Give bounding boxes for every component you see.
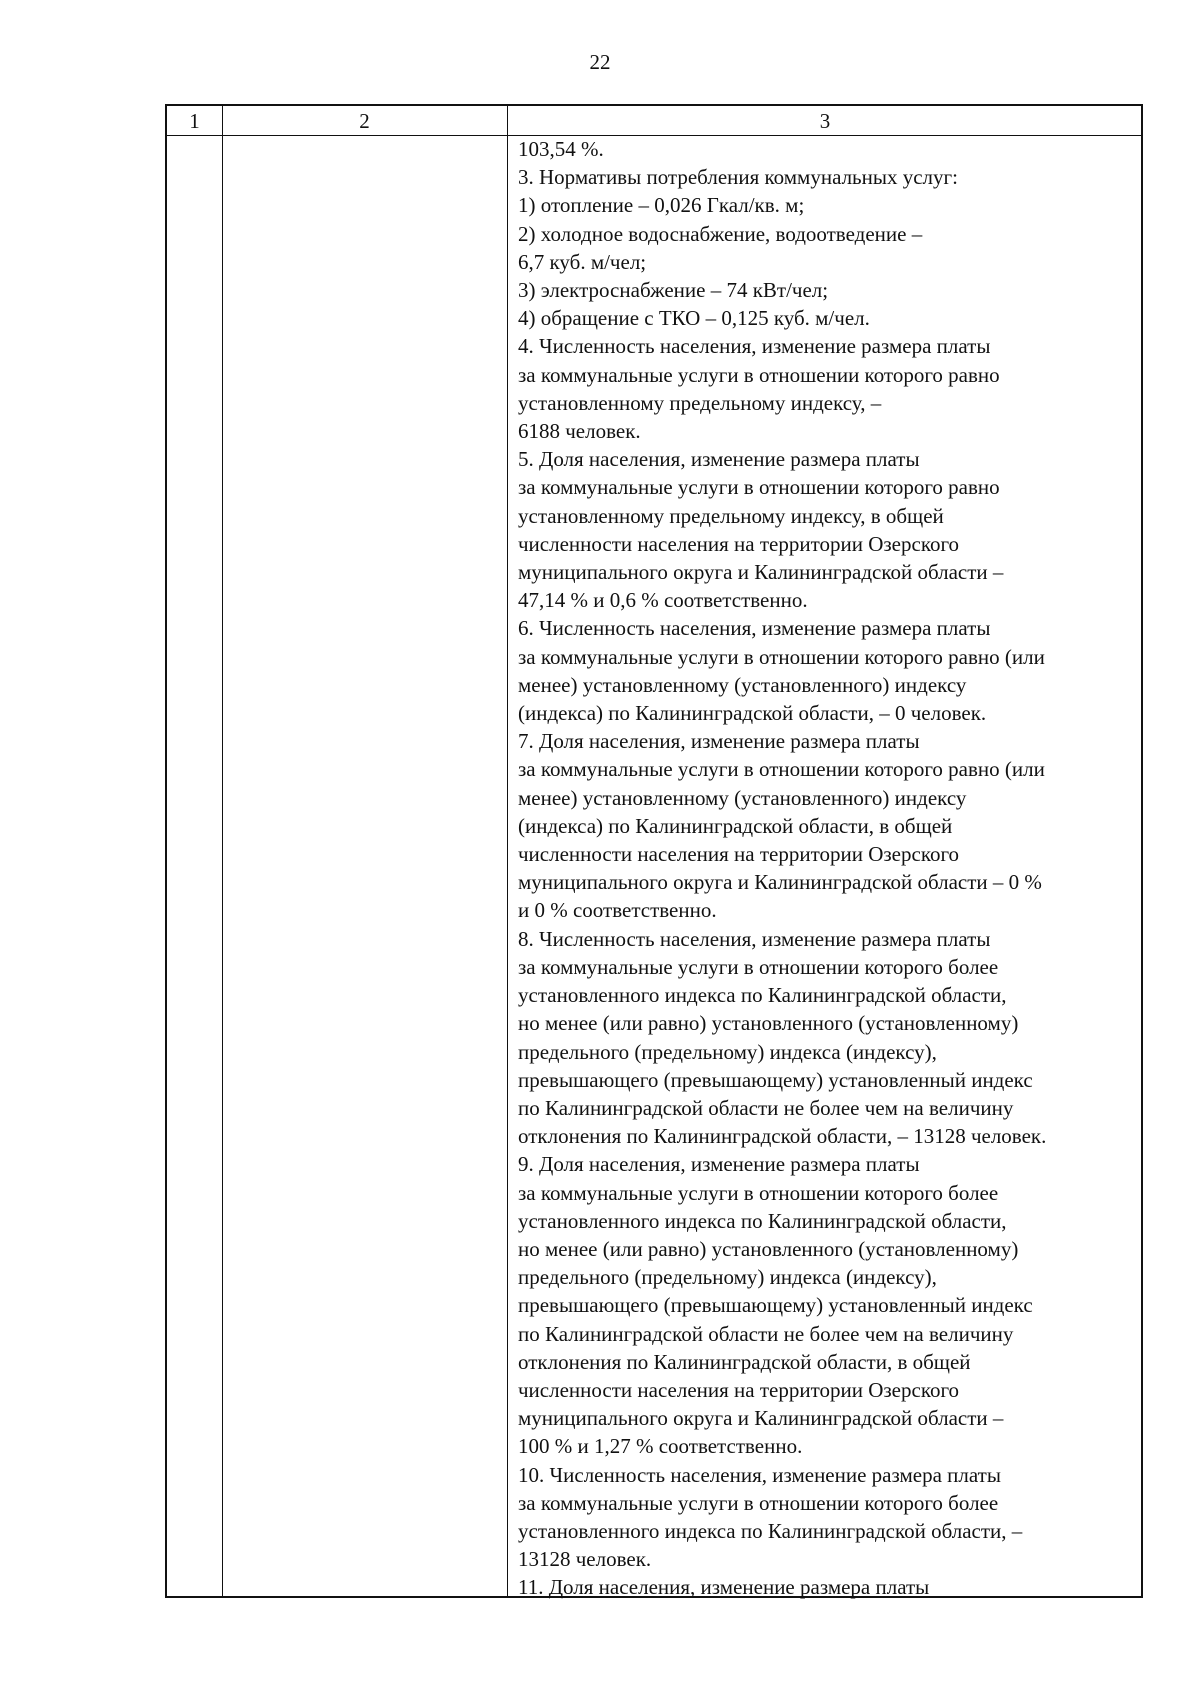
text-line: (индекса) по Калининградской области, – 0 человек.: [518, 701, 987, 726]
text-line: (индекса) по Калининградской области, в общей: [518, 813, 953, 838]
text-line: по Калининградской области не более чем на величину: [518, 1095, 1014, 1120]
text-line: установленному предельному индексу, –: [518, 390, 882, 415]
text-line: 4. Численность населения, изменение размера платы: [518, 334, 991, 359]
column-header-2: 2: [359, 109, 370, 133]
text-line: за коммунальные услуги в отношении которого равно (или: [518, 644, 1045, 669]
text-line: численности населения на территории Озерского: [518, 842, 960, 867]
text-line: 100 % и 1,27 % соответственно.: [518, 1434, 803, 1459]
text-line: за коммунальные услуги в отношении которого более: [518, 954, 999, 979]
text-line: 2) холодное водоснабжение, водоотведение –: [518, 221, 923, 246]
column-header-1: 1: [189, 109, 200, 133]
text-line: за коммунальные услуги в отношении которого равно (или: [518, 757, 1045, 782]
column-3-text: [508, 135, 1143, 1602]
text-line: и 0 % соответственно.: [518, 898, 717, 923]
text-line: муниципального округа и Калининградской области –: [518, 560, 1004, 585]
text-line: за коммунальные услуги в отношении которого равно: [518, 362, 1000, 387]
text-line: за коммунальные услуги в отношении которого равно: [518, 475, 1000, 500]
text-line: 11. Доля населения, изменение размера платы: [518, 1575, 930, 1600]
text-line: но менее (или равно) установленного (установленному): [518, 1011, 1019, 1036]
text-line: по Калининградской области не более чем на величину: [518, 1321, 1014, 1346]
column-divider: [222, 106, 223, 1596]
text-line: предельного (предельному) индекса (индексу),: [518, 1039, 937, 1064]
text-line: 6188 человек.: [518, 419, 641, 444]
text-line: за коммунальные услуги в отношении которого более: [518, 1490, 999, 1515]
text-line: численности населения на территории Озерского: [518, 1377, 960, 1402]
text-line: муниципального округа и Калининградской области – 0 %: [518, 870, 1042, 895]
text-line: 5. Доля населения, изменение размера платы: [518, 447, 920, 472]
text-line: 4) обращение с ТКО – 0,125 куб. м/чел.: [518, 306, 870, 331]
text-line: муниципального округа и Калининградской области –: [518, 1406, 1004, 1431]
text-line: установленного индекса по Калининградской области,: [518, 983, 1007, 1008]
text-line: предельного (предельному) индекса (индексу),: [518, 1265, 937, 1290]
text-line: 47,14 % и 0,6 % соответственно.: [518, 588, 808, 613]
text-line: менее) установленному (установленного) индексу: [518, 785, 967, 810]
text-line: 1) отопление – 0,026 Гкал/кв. м;: [518, 193, 805, 218]
text-line: 9. Доля населения, изменение размера платы: [518, 1152, 920, 1177]
text-line: 6. Численность населения, изменение размера платы: [518, 616, 991, 641]
text-line: установленного индекса по Калининградской области, –: [518, 1518, 1023, 1543]
text-line: 103,54 %.: [518, 137, 604, 161]
document-table: [165, 104, 1143, 1598]
text-line: превышающего (превышающему) установленный индекс: [518, 1067, 1033, 1092]
text-line: отклонения по Калининградской области, в общей: [518, 1349, 971, 1374]
text-line: численности населения на территории Озерского: [518, 531, 960, 556]
column-header-3: 3: [819, 109, 831, 133]
text-line: менее) установленному (установленного) индексу: [518, 672, 967, 697]
text-line: превышающего (превышающему) установленный индекс: [518, 1293, 1033, 1318]
text-line: 10. Численность населения, изменение размера платы: [518, 1462, 1001, 1487]
text-line: за коммунальные услуги в отношении которого более: [518, 1180, 999, 1205]
text-line: отклонения по Калининградской области, – 13128 человек.: [518, 1124, 1047, 1149]
text-line: 6,7 куб. м/чел;: [518, 249, 647, 274]
text-line: 3. Нормативы потребления коммунальных услуг:: [518, 165, 958, 190]
text-line: но менее (или равно) установленного (установленному): [518, 1236, 1019, 1261]
text-line: 8. Численность населения, изменение размера платы: [518, 926, 991, 951]
text-line: установленному предельному индексу, в общей: [518, 503, 944, 528]
text-line: 7. Доля населения, изменение размера платы: [518, 729, 920, 754]
text-line: установленного индекса по Калининградской области,: [518, 1208, 1007, 1233]
page-number: 22: [589, 50, 611, 74]
text-line: 13128 человек.: [518, 1547, 652, 1572]
text-line: 3) электроснабжение – 74 кВт/чел;: [518, 278, 829, 303]
